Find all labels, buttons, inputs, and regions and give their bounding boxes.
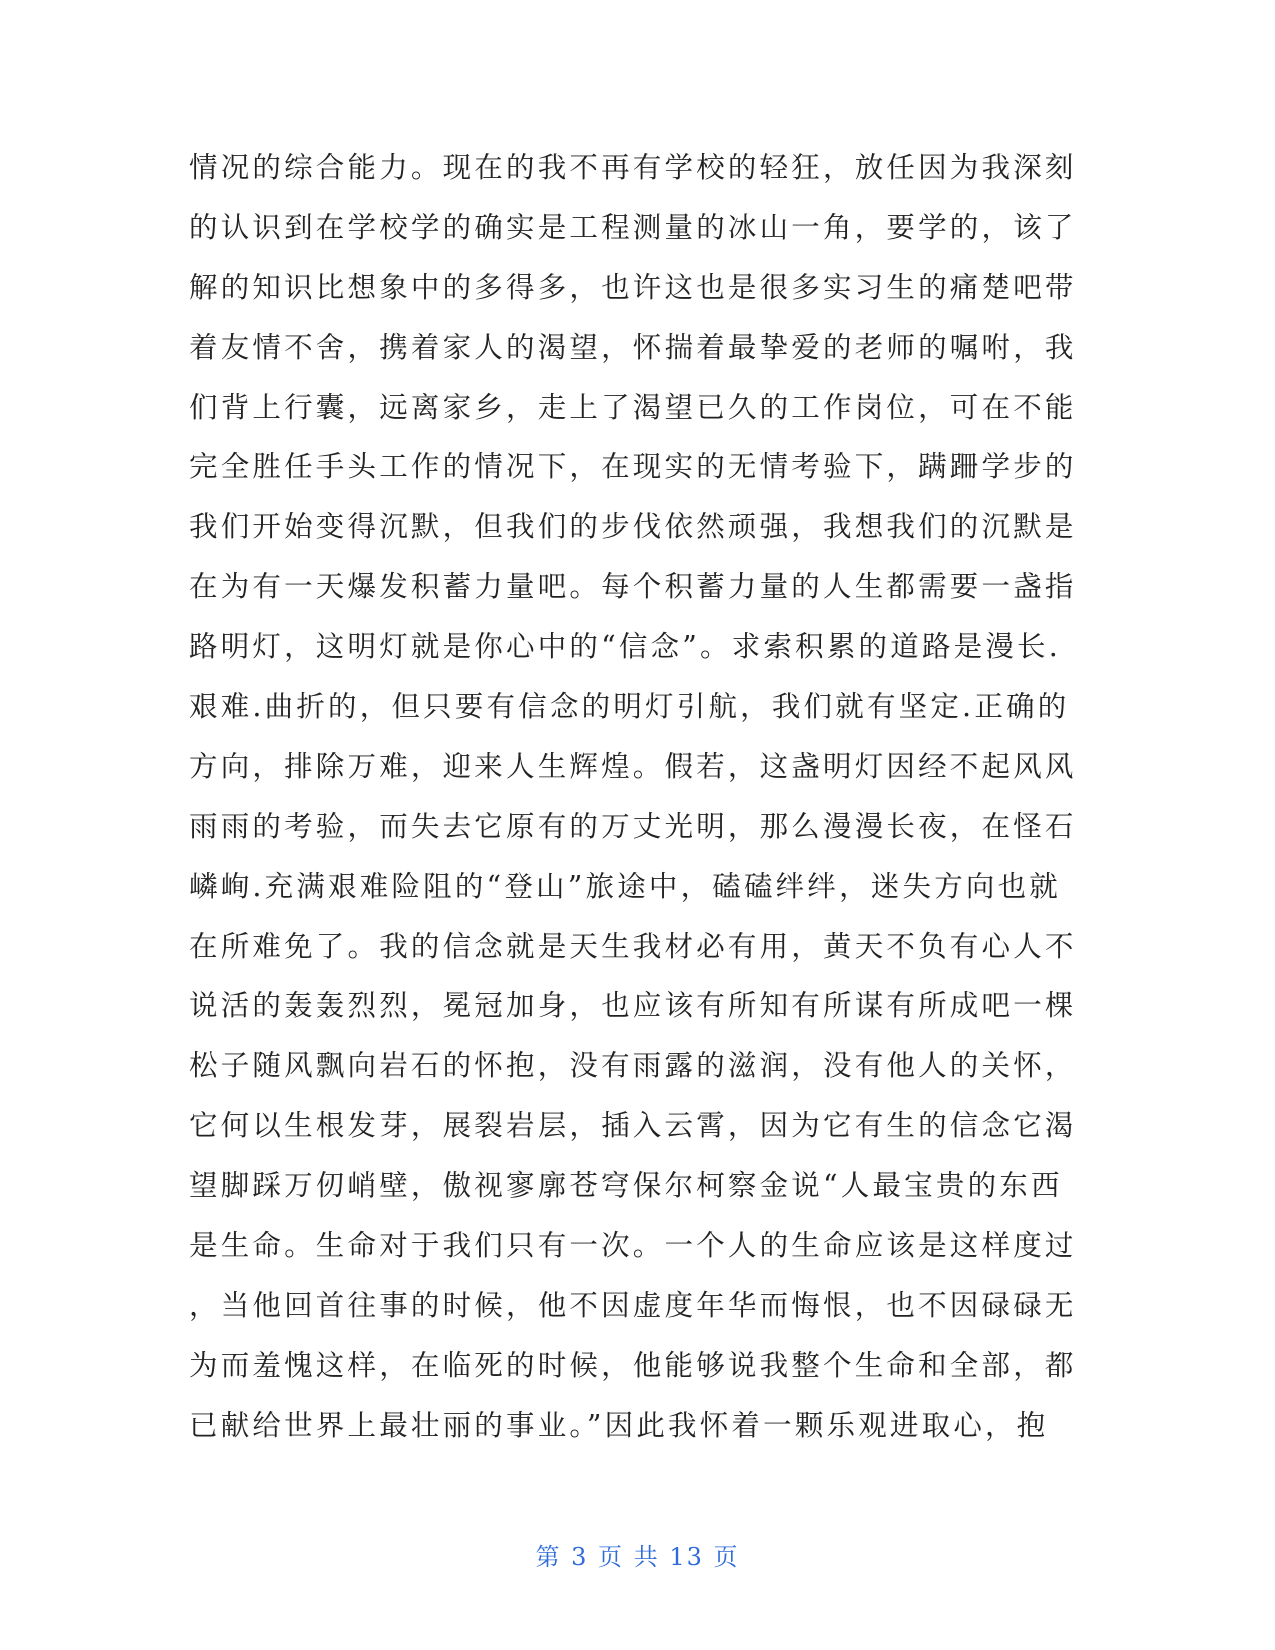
text-line: 情况的综合能力。现在的我不再有学校的轻狂，放任因为我深刻 [189,151,1077,184]
text-line: 着友情不舍，携着家人的渴望，怀揣着最挚爱的老师的嘱咐，我 [189,330,1077,364]
footer-label-total: 共 [633,1543,660,1571]
text-line: 完全胜任手头工作的情况下，在现实的无情考验下，蹒跚学步的 [189,450,1077,484]
text-line: 嶙峋.充满艰难险阻的“登山”旅途中，磕磕绊绊，迷失方向也就 [189,869,1062,903]
footer-label-after: 页 [713,1543,740,1571]
text-line: 方向，排除万难，迎来人生辉煌。假若，这盏明灯因经不起风风 [189,749,1077,783]
text-line: 雨雨的考验，而失去它原有的万丈光明，那么漫漫长夜，在怪石 [189,809,1077,843]
footer-label-page: 页 [598,1543,625,1571]
text-line: 的认识到在学校学的确实是工程测量的冰山一角，要学的，该了 [189,210,1077,244]
text-line: 艰难.曲折的，但只要有信念的明灯引航，我们就有坚定.正确的 [189,690,1070,724]
text-line: 说活的轰轰烈烈，冕冠加身，也应该有所知有所谋有所成吧一棵 [189,989,1077,1023]
body-text [189,150,1089,1468]
text-line: 为而羞愧这样，在临死的时候，他能够说我整个生命和全部，都 [189,1348,1077,1382]
page-footer [0,1537,1275,1572]
text-line: 路明灯，这明灯就是你心中的“信念”。求索积累的道路是漫长. [189,630,1062,664]
text-line: 松子随风飘向岩石的怀抱，没有雨露的滋润，没有他人的关怀， [189,1049,1077,1083]
text-line: 在为有一天爆发积蓄力量吧。每个积蓄力量的人生都需要一盏指 [189,570,1077,604]
text-line: 在所难免了。我的信念就是天生我材必有用，黄天不负有心人不 [189,929,1077,963]
text-line: 们背上行囊，远离家乡，走上了渴望已久的工作岗位，可在不能 [189,390,1077,424]
text-line: 我们开始变得沉默，但我们的步伐依然顽强，我想我们的沉默是 [189,510,1077,544]
text-line: 是生命。生命对于我们只有一次。一个人的生命应该是这样度过 [189,1229,1077,1263]
text-line: 已献给世界上最壮丽的事业。”因此我怀着一颗乐观进取心，抱 [189,1408,1049,1442]
footer-label-before: 第 [535,1543,562,1571]
text-line: 它何以生根发芽，展裂岩层，插入云霄，因为它有生的信念它渴 [189,1109,1077,1143]
text-line: 解的知识比想象中的多得多，也许这也是很多实习生的痛楚吧带 [189,270,1077,304]
footer-total-pages: 13 [669,1543,704,1571]
footer-current-page: 3 [571,1543,589,1571]
text-line: 望脚踩万仞峭壁，傲视寥廓苍穹保尔柯察金说“人最宝贵的东西 [189,1169,1063,1203]
text-line: ，当他回首往事的时候，他不因虚度年华而悔恨，也不因碌碌无 [189,1288,1077,1322]
